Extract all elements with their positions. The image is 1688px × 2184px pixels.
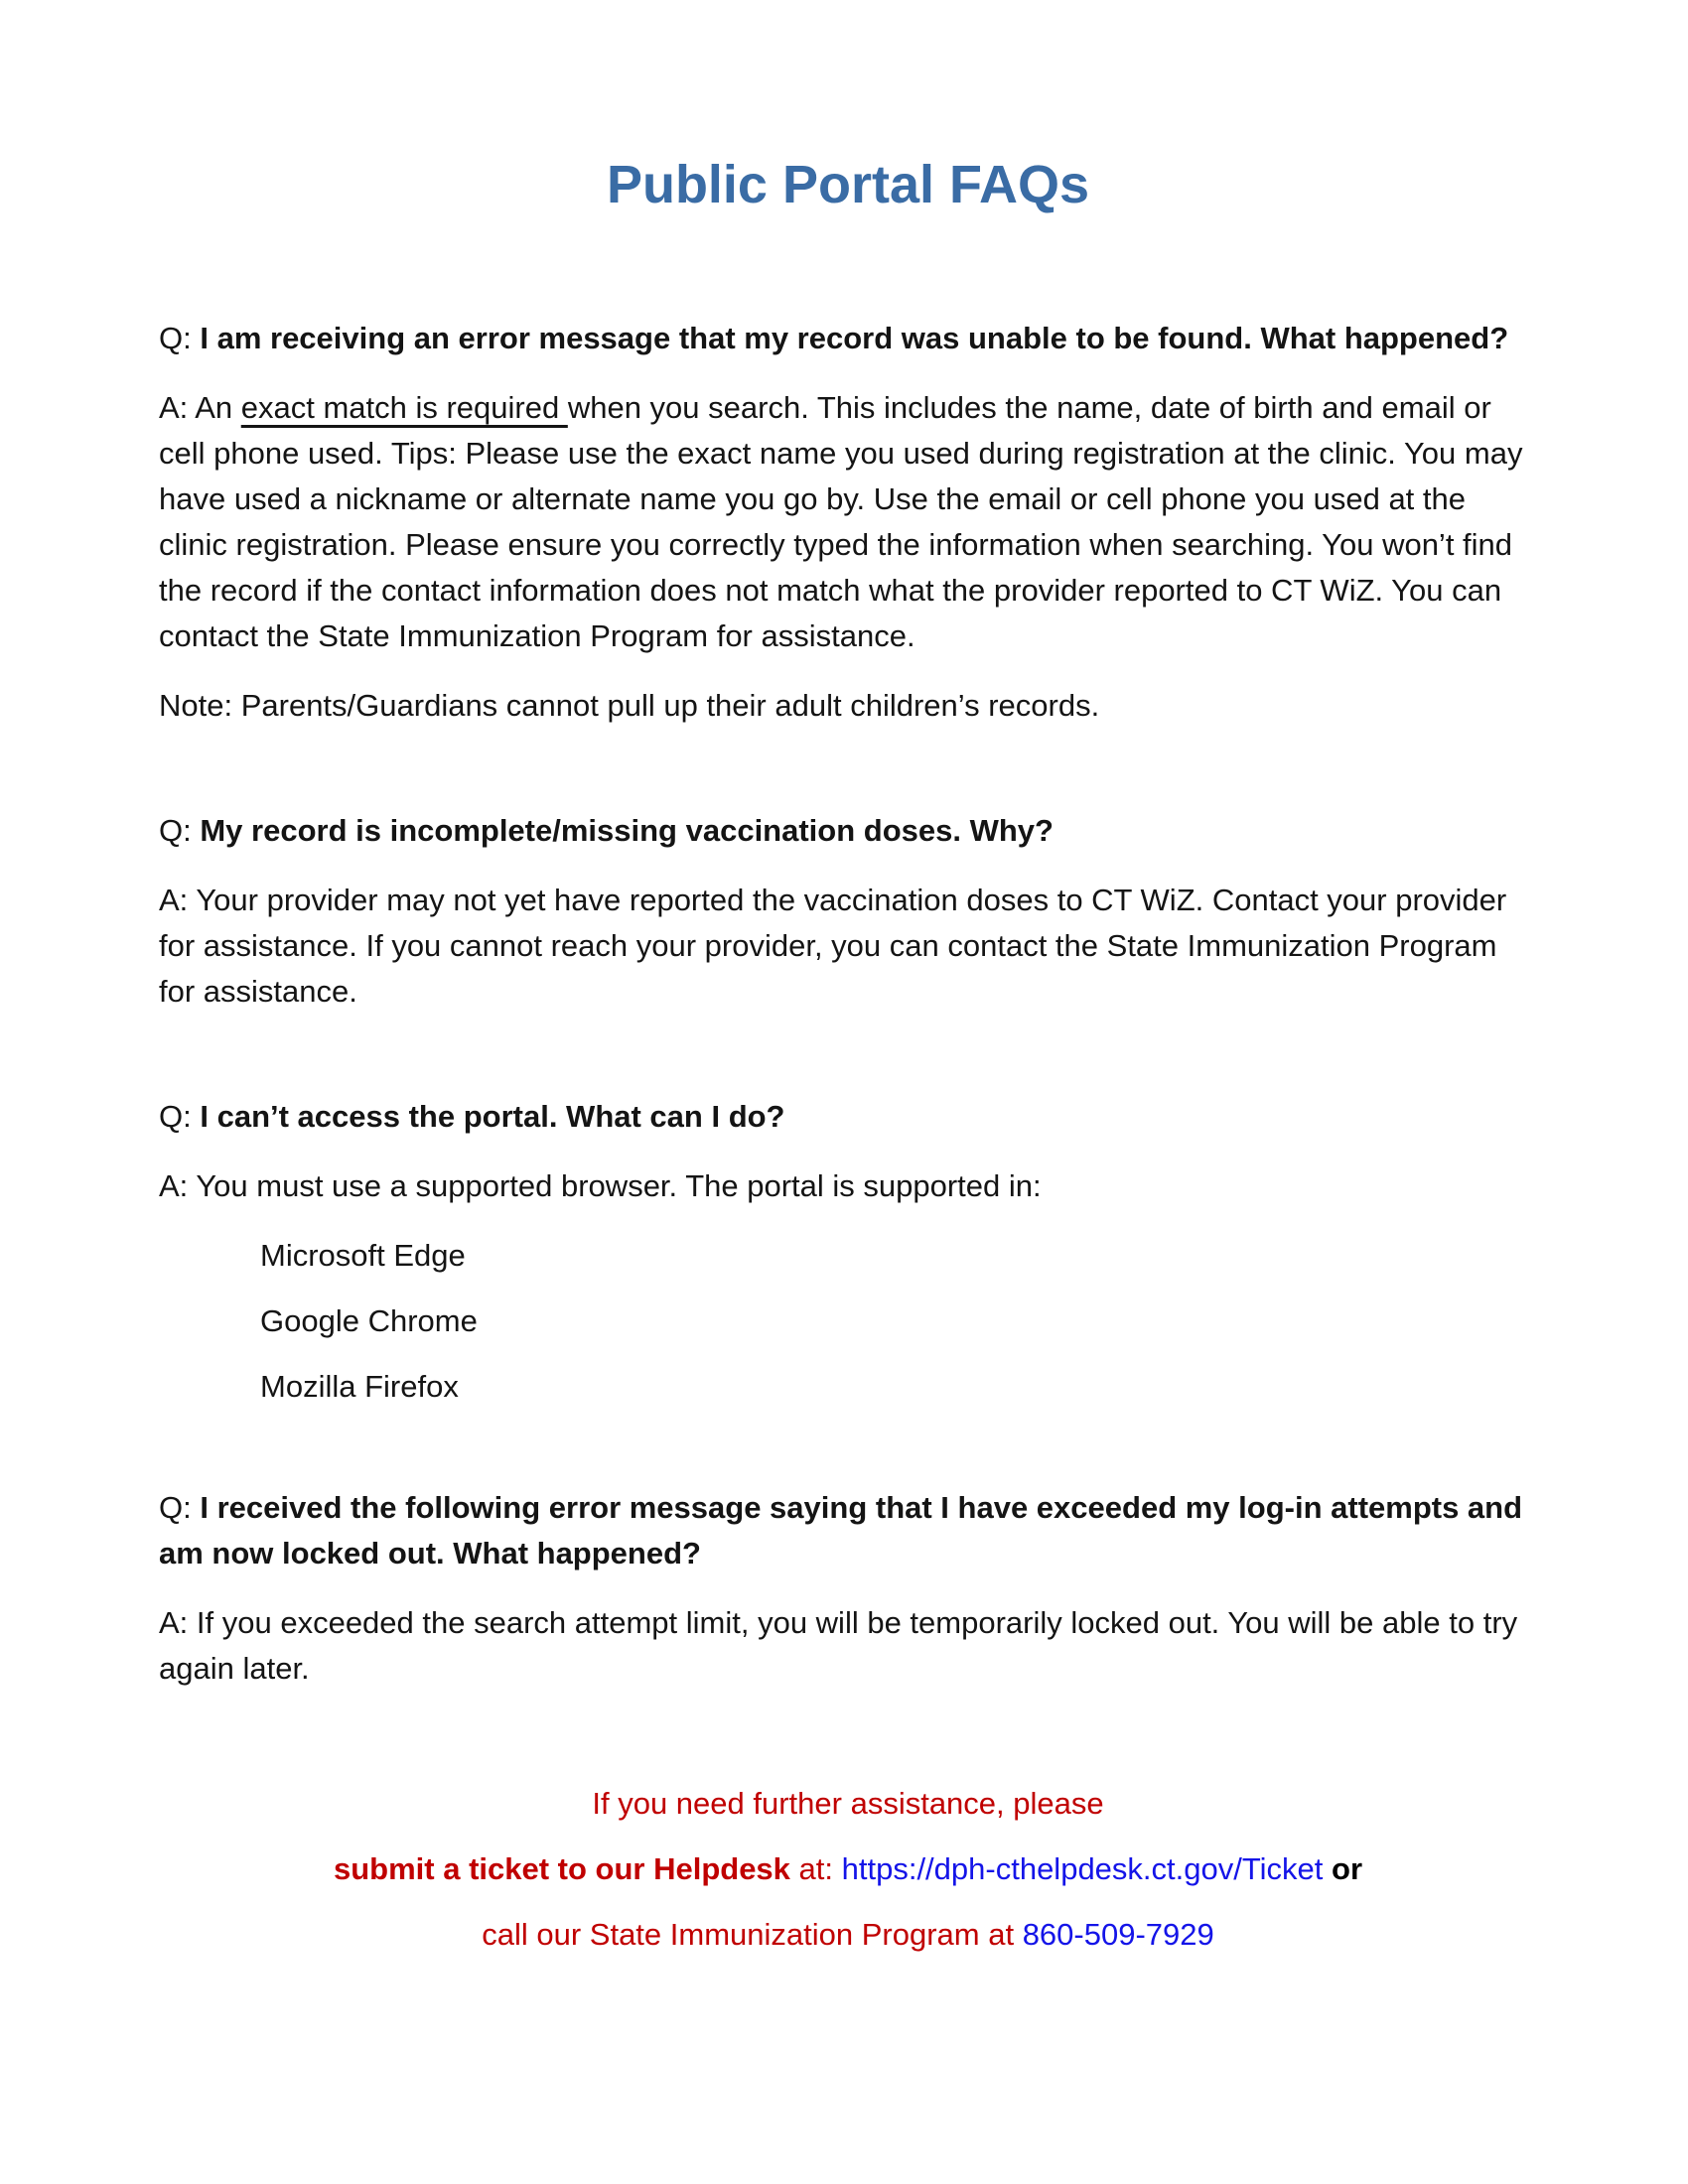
helpdesk-link[interactable]: https://dph-cthelpdesk.ct.gov/Ticket	[841, 1851, 1324, 1886]
phone-number-link[interactable]: 860-509-7929	[1022, 1917, 1214, 1952]
footer-or-text: or	[1323, 1851, 1363, 1886]
faq-question	[159, 316, 1537, 361]
question-text: My record is incomplete/missing vaccination doses. Why?	[200, 813, 1054, 848]
footer-line-2	[159, 1846, 1537, 1892]
browser-list-item: Google Chrome	[260, 1303, 478, 1338]
faq-item-record-not-found	[159, 316, 1537, 752]
faq-answer: A: Your provider may not yet have reported the vaccination doses to CT WiZ. Contact your provider for assistance. If you cannot reach your provider, you can contact the State Immunization Program for assistance.	[159, 883, 1507, 1009]
answer-text-before: A: An	[159, 390, 241, 425]
faq-answer	[159, 385, 1537, 659]
faq-answer: A: If you exceeded the search attempt limit, you will be temporarily locked out. You will be able to try again later.	[159, 1605, 1518, 1686]
faq-question	[159, 1094, 1537, 1140]
note-text: Note: Parents/Guardians cannot pull up their adult children’s records.	[159, 688, 1100, 723]
question-text: I received the following error message saying that I have exceeded my log-in attempts and am now locked out. What happened?	[159, 1490, 1523, 1570]
assistance-footer	[159, 1781, 1537, 1958]
browser-list-item: Mozilla Firefox	[260, 1369, 459, 1404]
faq-item-incomplete-record	[159, 808, 1537, 1038]
helpdesk-at-text: at:	[789, 1851, 842, 1886]
helpdesk-bold-text: submit a ticket to our Helpdesk	[333, 1851, 790, 1886]
question-text: I can’t access the portal. What can I do?	[200, 1099, 785, 1134]
footer-assistance-text: If you need further assistance, please	[592, 1786, 1104, 1821]
faq-question	[159, 808, 1537, 854]
answer-text-after: when you search. This includes the name, date of birth and email or cell phone used. Tips: Please use the exact name you used during registration at the clinic. You may have used a nickname or alternate name you go by. Use the email or cell phone you used at the clinic registration. Please ensure you correctly typed the information when searching. You won’t find the record if the contact information does not match what the provider reported to CT WiZ. You can contact the State Immunization Program for assistance.	[159, 390, 1523, 653]
question-label: Q:	[159, 1099, 192, 1134]
faq-item-cannot-access-portal	[159, 1094, 1537, 1430]
call-program-text: call our State Immunization Program at	[482, 1917, 1023, 1952]
question-label: Q:	[159, 813, 192, 848]
supported-browser-list	[159, 1233, 1537, 1410]
question-text: I am receiving an error message that my record was unable to be found. What happened?	[200, 321, 1509, 355]
faq-item-locked-out	[159, 1485, 1537, 1715]
footer-line-3	[159, 1912, 1537, 1958]
underlined-phrase: exact match is required	[240, 390, 568, 425]
browser-list-item: Microsoft Edge	[260, 1238, 466, 1273]
question-label: Q:	[159, 1490, 192, 1525]
question-label: Q:	[159, 321, 192, 355]
faq-question	[159, 1485, 1537, 1576]
faq-answer: A: You must use a supported browser. The portal is supported in:	[159, 1168, 1042, 1203]
page-title: Public Portal FAQs	[606, 155, 1090, 214]
footer-line-1	[159, 1781, 1537, 1827]
